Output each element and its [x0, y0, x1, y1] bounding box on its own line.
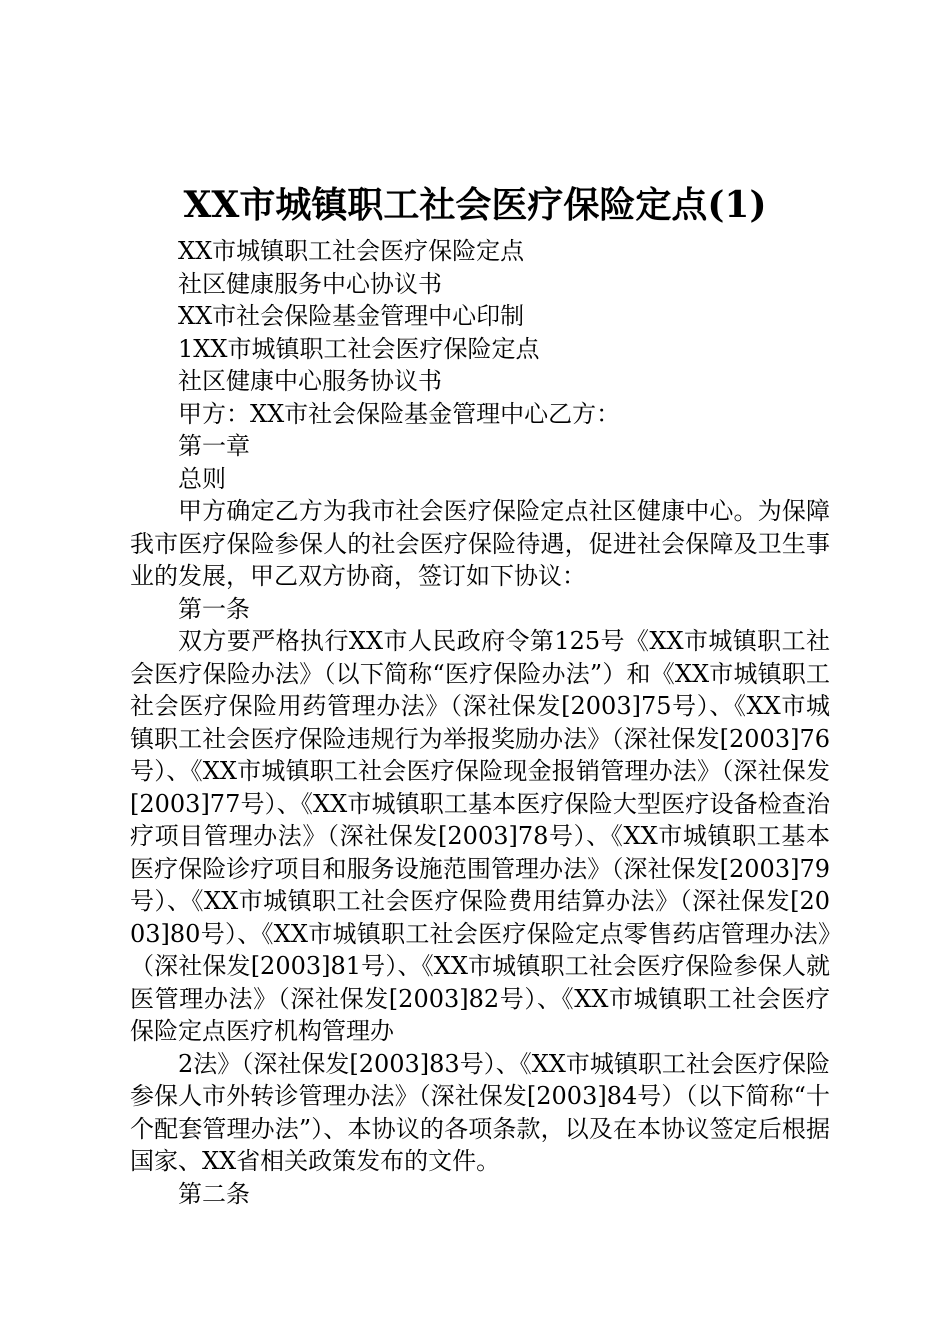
general-provisions-heading: 总则: [178, 464, 226, 493]
cover-line-1: XX市城镇职工社会医疗保险定点: [178, 237, 525, 265]
cover-line-5: 社区健康中心服务协议书: [178, 367, 442, 395]
chapter-heading: 第一章: [178, 432, 250, 460]
cover-line-2: 社区健康服务中心协议书: [178, 269, 442, 298]
parties-line: 甲方：XX市社会保险基金管理中心乙方：: [178, 399, 621, 428]
document-title: XX市城镇职工社会医疗保险定点(1): [183, 184, 767, 226]
general-paragraph: 甲方确定乙方为我市社会医疗保险定点社区健康中心。为保障我市医疗保险参保人的社会医疗保险待遇，促进社会保障及卫生事业的发展，甲乙双方协商，签订如下协议：: [130, 497, 830, 590]
cover-line-3: XX市社会保险基金管理中心印制: [178, 302, 525, 330]
cover-line-4: 1XX市城镇职工社会医疗保险定点: [178, 334, 540, 363]
article-1-heading: 第一条: [178, 594, 250, 623]
article-2-heading: 第二条: [178, 1179, 250, 1208]
article-1-continuation: 2法》（深社保发[2003]83号）、《XX市城镇职工社会医疗保险参保人市外转诊管理办法》（深社保发[2003]84号）（以下简称“十个配套管理办法”）、本协议的各项条款，以及在本协议签定后根据国家、XX省相关政策发布的文件。: [130, 1049, 830, 1175]
document-body: [130, 235, 830, 1210]
article-1-paragraph: 双方要严格执行XX市人民政府令第125号《XX市城镇职工社会医疗保险办法》（以下简称“医疗保险办法”）和《XX市城镇职工社会医疗保险用药管理办法》（深社保发[2003]75号）、《XX市城镇职工社会医疗保险违规行为举报奖励办法》（深社保发[2003]76号）、《XX市城镇职工社会医疗保险现金报销管理办法》（深社保发[2003]77号）、《XX市城镇职工基本医疗保险大型医疗设备检查治疗项目管理办法》（深社保发[2003]78号）、《XX市城镇职工基本医疗保险诊疗项目和服务设施范围管理办法》（深社保发[2003]79号）、《XX市城镇职工社会医疗保险费用结算办法》（深社保发[2003]80号）、《XX市城镇职工社会医疗保险定点零售药店管理办法》（深社保发[2003]81号）、《XX市城镇职工社会医疗保险参保人就医管理办法》（深社保发[2003]82号）、《XX市城镇职工社会医疗保险定点医疗机构管理办: [130, 627, 830, 1045]
